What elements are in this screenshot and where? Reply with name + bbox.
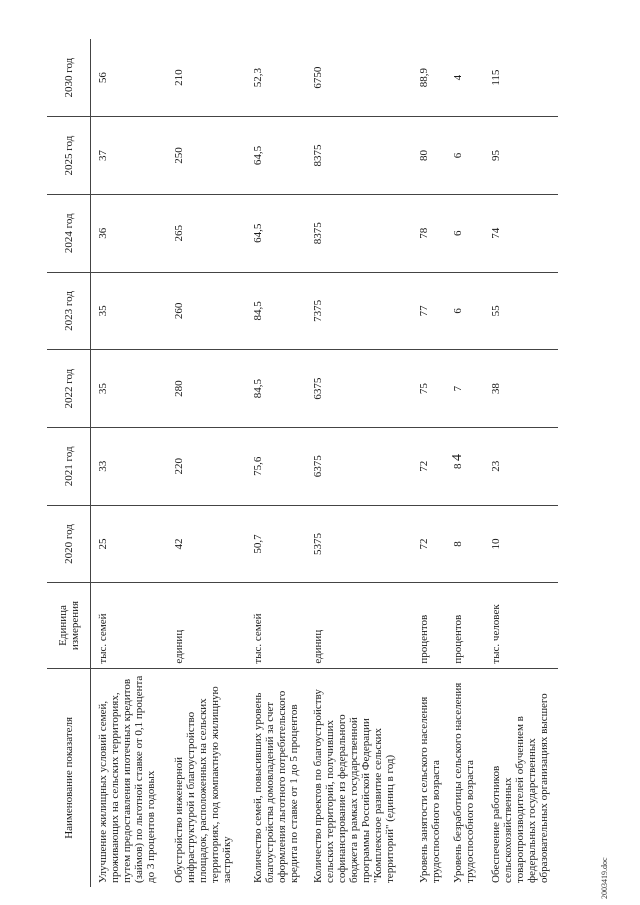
value-cell: 7375	[306, 272, 412, 350]
header-2024: 2024 год	[47, 194, 91, 272]
indicator-unit: процентов	[446, 583, 484, 668]
value-cell: 75	[412, 350, 446, 428]
value-cell: 8375	[306, 117, 412, 195]
value-cell: 72	[412, 427, 446, 505]
value-cell: 88,9	[417, 67, 430, 88]
value-cell: 5375	[306, 505, 412, 583]
table-row	[167, 39, 246, 887]
indicator-name: Обеспечение работников сельскохозяйственных товаропроизводителей обучением в федеральных государственных образовательных организациях высшего	[484, 668, 558, 887]
indicator-name: Обустройство инженерной инфраструктурой и благоустройство площадок, расположенных на сельских территориях, под компактную жилищную застройку	[167, 668, 246, 887]
value-cell: 280	[167, 350, 246, 428]
header-2030: 2030 год	[47, 39, 91, 117]
value-cell: 64,5	[246, 194, 306, 272]
page-number: 4	[450, 454, 465, 461]
value-cell: 42	[167, 505, 246, 583]
value-cell: 38	[484, 350, 558, 428]
value-cell: 8	[446, 427, 484, 505]
indicator-unit: тыс. человек	[484, 583, 558, 668]
value-cell: 210	[172, 69, 185, 86]
value-cell: 84,5	[246, 272, 306, 350]
indicators-table	[47, 39, 558, 887]
value-cell: 50,7	[246, 505, 306, 583]
value-cell: 80	[412, 117, 446, 195]
indicator-unit: тыс. семей	[246, 583, 306, 668]
value-cell: 260	[167, 272, 246, 350]
value-cell: 37	[91, 117, 167, 195]
value-cell: 35	[91, 350, 167, 428]
header-2021: 2021 год	[47, 427, 91, 505]
table-row	[91, 39, 167, 887]
value-cell: 8	[446, 505, 484, 583]
header-indicator-name: Наименование показателя	[47, 668, 91, 887]
header-unit: Единица измерения	[47, 583, 91, 668]
indicator-unit: единиц	[167, 583, 246, 668]
value-cell: 84,5	[246, 350, 306, 428]
value-cell: 35	[91, 272, 167, 350]
indicator-name: Количество проектов по благоустройству сельских территорий, получивших софинансирование из федерального бюджета в рамках государственной программы Российской Федерации "Комплексное развитие сельских территорий" (единиц в год)	[306, 668, 412, 887]
value-cell: 52,3	[251, 67, 264, 88]
table-row	[306, 39, 412, 887]
indicator-unit: процентов	[412, 583, 446, 668]
indicator-name: Улучшение жилищных условий семей, проживающих на сельских территориях, путем предоставления ипотечных кредитов (займов) по льготной ставке от 0,1 процента до 3 процентов годовых	[91, 668, 167, 887]
value-cell: 8375	[306, 194, 412, 272]
value-cell: 78	[412, 194, 446, 272]
indicator-name: Уровень безработицы сельского населения трудоспособного возраста	[446, 668, 484, 887]
value-cell: 25	[91, 505, 167, 583]
indicator-unit: единиц	[306, 583, 412, 668]
value-cell: 75,6	[246, 427, 306, 505]
value-cell: 10	[484, 505, 558, 583]
value-cell: 36	[91, 194, 167, 272]
value-cell: 265	[167, 194, 246, 272]
value-cell: 220	[167, 427, 246, 505]
value-cell: 6	[446, 117, 484, 195]
value-cell: 23	[484, 427, 558, 505]
value-cell: 6	[446, 194, 484, 272]
value-cell: 95	[484, 117, 558, 195]
header-2023: 2023 год	[47, 272, 91, 350]
value-cell: 77	[412, 272, 446, 350]
value-cell: 6750	[311, 66, 324, 89]
value-cell: 6	[446, 272, 484, 350]
table-header-row	[47, 39, 91, 887]
table-row	[484, 39, 558, 887]
table-row	[246, 39, 306, 887]
value-cell: 74	[484, 194, 558, 272]
indicator-name: Уровень занятости сельского населения трудоспособного возраста	[412, 668, 446, 887]
value-cell: 7	[446, 350, 484, 428]
footer-file-code: 2003419.doc	[600, 857, 609, 899]
value-cell: 115	[489, 69, 502, 86]
value-cell: 6375	[306, 427, 412, 505]
value-cell: 64,5	[246, 117, 306, 195]
indicator-unit: тыс. семей	[91, 583, 167, 668]
header-2022: 2022 год	[47, 350, 91, 428]
indicator-name: Количество семей, повысивших уровень благоустройства домовладений за счет оформления льготного потребительского кредита по ставке от 1 до 5 процентов	[246, 668, 306, 887]
header-2020: 2020 год	[47, 505, 91, 583]
value-cell: 6375	[306, 350, 412, 428]
value-cell: 250	[167, 117, 246, 195]
table-row	[446, 39, 484, 887]
value-cell: 55	[484, 272, 558, 350]
value-cell: 56	[97, 72, 109, 84]
value-cell: 72	[412, 505, 446, 583]
table-row	[412, 39, 446, 887]
header-2025: 2025 год	[47, 117, 91, 195]
value-cell: 33	[91, 427, 167, 505]
value-cell: 4	[451, 74, 464, 81]
